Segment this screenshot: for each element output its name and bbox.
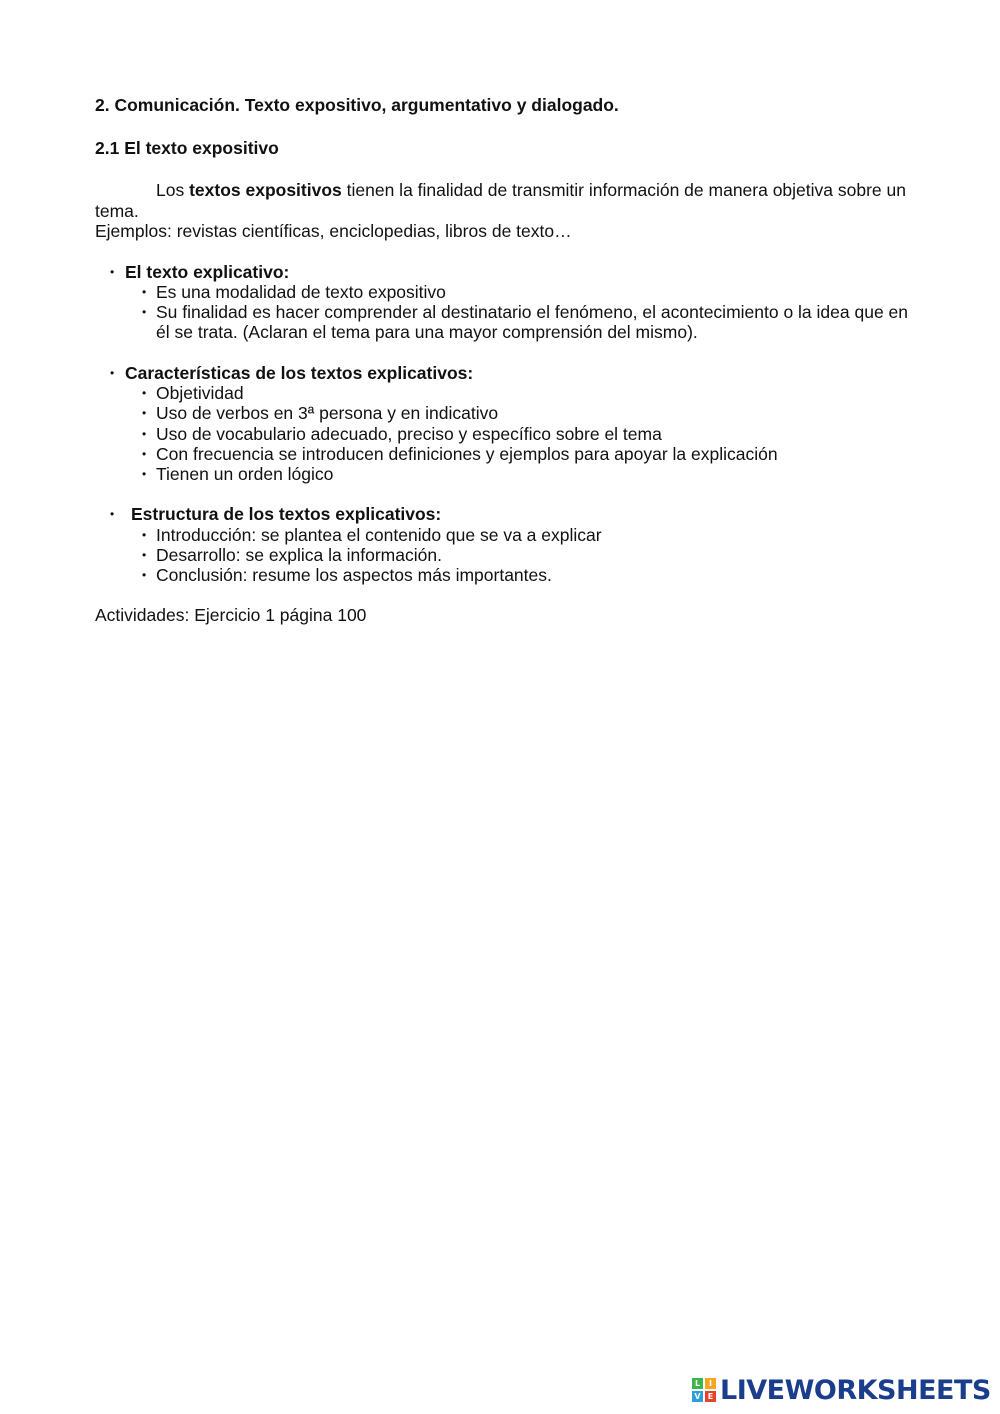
- logo-tile: E: [705, 1391, 716, 1402]
- list-item-text: Tienen un orden lógico: [156, 463, 334, 484]
- page-title: 2. Comunicación. Texto expositivo, argumentativo y dialogado.: [95, 95, 619, 115]
- logo-tile: L: [692, 1378, 703, 1389]
- sub-list: [95, 282, 915, 343]
- list-item: [142, 383, 915, 404]
- worksheet-page: [95, 93, 915, 643]
- intro-before: Los: [156, 180, 190, 200]
- list-item: [142, 282, 915, 302]
- list-item-text: Desarrollo: se explica la información.: [156, 544, 442, 565]
- list-item-text: Su finalidad es hacer comprender al destinatario el fenómeno, el acontecimiento o la idea que en él se trata. (Aclaran el tema para una mayor comprensión del mismo).: [156, 302, 909, 343]
- section-explicativo: [95, 262, 915, 343]
- list-item: [142, 302, 915, 343]
- logo-tile: V: [692, 1391, 703, 1402]
- section-caracteristicas: [95, 363, 915, 485]
- examples-line: Ejemplos: revistas científicas, enciclopedias, libros de texto…: [95, 221, 572, 241]
- bullet-icon: •: [110, 264, 115, 279]
- bullet-icon: •: [142, 305, 147, 320]
- list-item-text: Objetividad: [156, 383, 244, 404]
- bullet-icon: •: [142, 547, 147, 562]
- bullet-icon: •: [142, 466, 147, 481]
- list-item: [142, 403, 915, 424]
- bullet-icon: •: [142, 406, 147, 421]
- section-title-text: Características de los textos explicativos:: [125, 362, 474, 383]
- list-item-text: Uso de verbos en 3ª persona y en indicativo: [156, 403, 499, 424]
- liveworksheets-logo: [692, 1376, 991, 1404]
- list-item: [142, 423, 915, 444]
- section-heading: 2.1 El texto expositivo: [95, 138, 279, 158]
- section-title-text: El texto explicativo:: [125, 261, 290, 282]
- list-item: [142, 544, 915, 565]
- list-item: [142, 524, 915, 545]
- list-item-text: Introducción: se plantea el contenido que se va a explicar: [156, 524, 602, 545]
- intro-after: tienen la finalidad de transmitir información de manera objetiva sobre un tema.: [95, 180, 906, 221]
- logo-text: LIVEWORKSHEETS: [720, 1374, 991, 1406]
- bullet-icon: •: [142, 446, 147, 461]
- intro-paragraph: [95, 180, 915, 221]
- bullet-icon: •: [142, 568, 147, 583]
- bullet-icon: •: [110, 507, 115, 522]
- section-title-text: Estructura de los textos explicativos:: [131, 504, 442, 525]
- list-item-text: Es una modalidad de texto expositivo: [156, 282, 446, 302]
- bullet-icon: •: [142, 285, 147, 299]
- list-item: [142, 463, 915, 484]
- bullet-icon: •: [142, 426, 147, 441]
- list-item: [142, 443, 915, 464]
- sub-list: [95, 525, 915, 586]
- intro-bold-term: textos expositivos: [189, 180, 342, 200]
- section-title: [95, 504, 915, 525]
- bullet-icon: •: [110, 365, 115, 380]
- logo-tile: I: [705, 1378, 716, 1389]
- list-item-text: Conclusión: resume los aspectos más importantes.: [156, 565, 552, 586]
- section-estructura: [95, 504, 915, 585]
- bullet-icon: •: [142, 386, 147, 401]
- sub-list: [95, 383, 915, 484]
- section-title: [95, 363, 915, 384]
- logo-tiles-icon: [692, 1378, 716, 1402]
- list-item-text: Con frecuencia se introducen definiciones y ejemplos para apoyar la explicación: [156, 443, 778, 464]
- list-item-text: Uso de vocabulario adecuado, preciso y específico sobre el tema: [156, 423, 662, 444]
- section-title: [95, 262, 915, 283]
- bullet-icon: •: [142, 527, 147, 542]
- activities-line: Actividades: Ejercicio 1 página 100: [95, 605, 367, 626]
- list-item: [142, 565, 915, 586]
